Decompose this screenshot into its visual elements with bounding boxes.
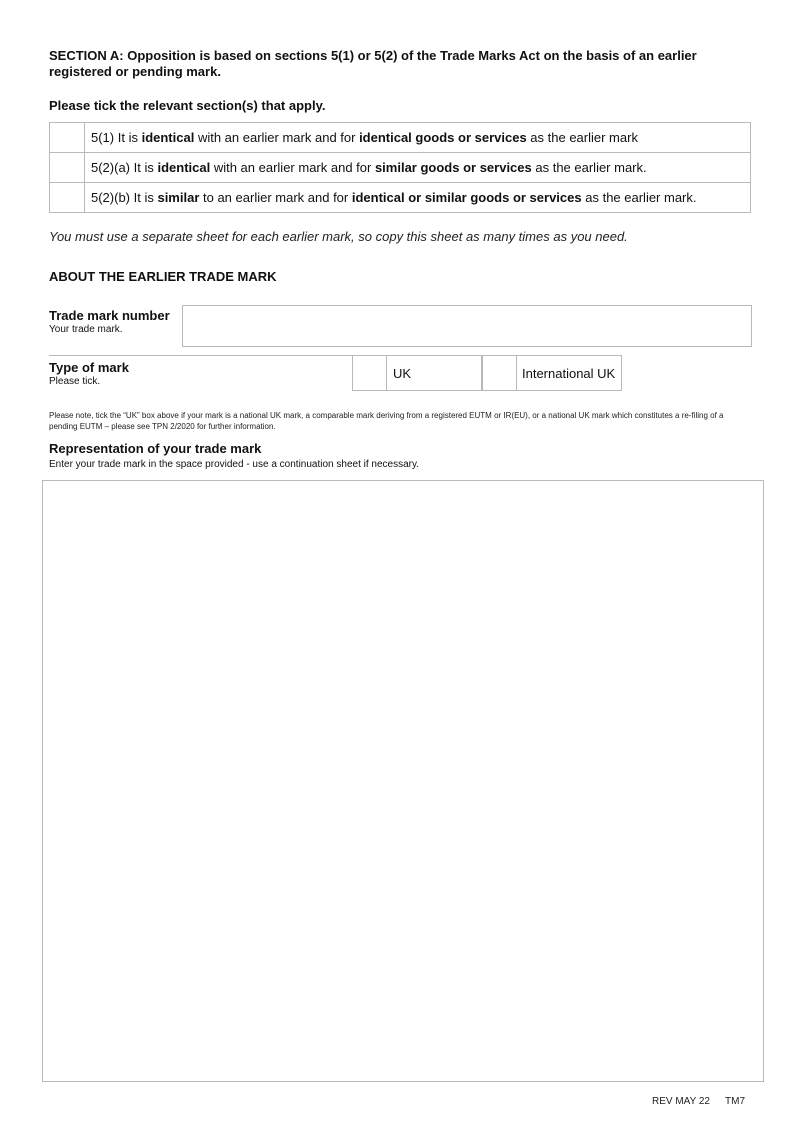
uk-box-note: Please note, tick the “UK” box above if your mark is a national UK mark, a comparable mark deriving from a registered EUTM or IR(EU), or a national UK mark which constitutes a re-filing of a pending EUTM – please see TPN 2/2020 for further information.: [49, 411, 724, 431]
option-5-1-checkbox[interactable]: [50, 123, 85, 153]
option-5-1-label: 5(1) It is identical with an earlier mark and for identical goods or services as the earlier mark: [91, 130, 638, 145]
option-5-2b-label: 5(2)(b) It is similar to an earlier mark and for identical or similar goods or services as the earlier mark.: [91, 190, 697, 205]
representation-title: Representation of your trade mark: [49, 441, 262, 456]
uk-option-label: UK: [386, 355, 482, 391]
type-of-mark-label: Type of mark: [49, 360, 129, 375]
option-row-5-1: [50, 123, 751, 153]
international-uk-checkbox[interactable]: [482, 355, 517, 391]
earlier-mark-heading: ABOUT THE EARLIER TRADE MARK: [49, 269, 277, 284]
trade-mark-number-hint: Your trade mark.: [49, 324, 123, 335]
form-footer: [652, 1096, 745, 1107]
trade-mark-number-label: Trade mark number: [49, 308, 170, 323]
divider: [49, 355, 352, 356]
option-row-5-2a: [50, 153, 751, 183]
uk-checkbox[interactable]: [352, 355, 387, 391]
form-code: TM7: [725, 1096, 745, 1107]
option-5-2b-checkbox[interactable]: [50, 183, 85, 213]
option-5-2a-label: 5(2)(a) It is identical with an earlier mark and for similar goods or services as the earlier mark.: [91, 160, 647, 175]
representation-instruction: Enter your trade mark in the space provided - use a continuation sheet if necessary.: [49, 459, 420, 470]
section-a-title: SECTION A: Opposition is based on sections 5(1) or 5(2) of the Trade Marks Act on the basis of an earlier registered or pending mark.: [49, 48, 697, 79]
trade-mark-number-field[interactable]: [182, 305, 752, 347]
separate-sheet-note: You must use a separate sheet for each earlier mark, so copy this sheet as many times as you need.: [49, 229, 628, 244]
option-5-2a-checkbox[interactable]: [50, 153, 85, 183]
revision-code: REV MAY 22: [652, 1096, 710, 1107]
international-uk-option-label: International UK: [516, 355, 622, 391]
section-options-table: [49, 122, 751, 213]
option-row-5-2b: [50, 183, 751, 213]
representation-area[interactable]: [42, 480, 764, 1082]
type-of-mark-hint: Please tick.: [49, 376, 101, 387]
tick-instruction: Please tick the relevant section(s) that apply.: [49, 98, 326, 113]
